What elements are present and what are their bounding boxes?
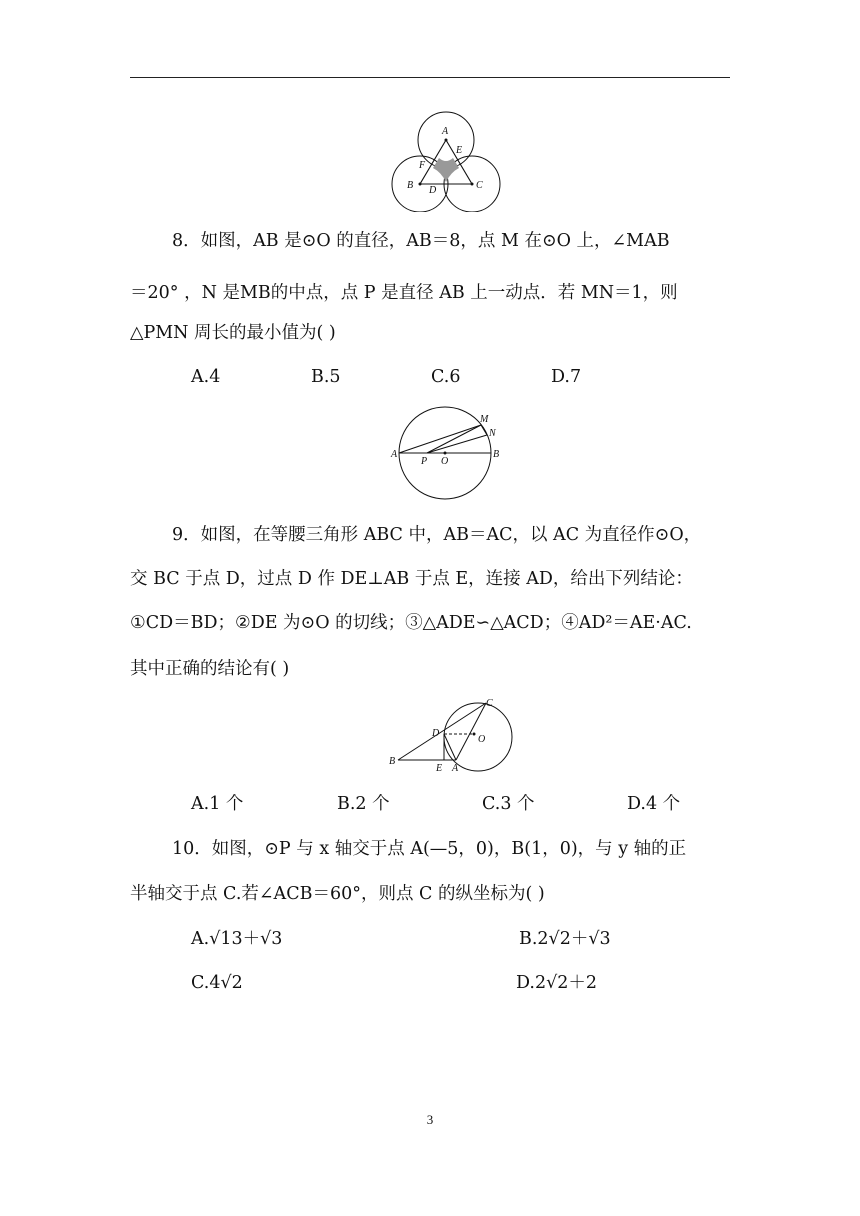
fig1-label-c: C <box>476 180 483 191</box>
q10-line-1: 10．如图，⊙P 与 x 轴交于点 A(—5，0)，B(1，0)，与 y 轴的正 <box>172 839 687 859</box>
q9-option-d: D.4 个 <box>627 794 681 814</box>
fig3-label-a: A <box>452 763 459 774</box>
fig3-label-e: E <box>436 763 443 774</box>
fig2-label-a: A <box>391 449 398 460</box>
figure-triangle-circle <box>386 694 536 780</box>
q9-option-c: C.3 个 <box>482 794 535 814</box>
q10-line-2: 半轴交于点 C.若∠ACB＝60°，则点 C 的纵坐标为( ) <box>130 884 545 904</box>
q10-option-a: A.√13＋√3 <box>191 929 283 949</box>
fig2-label-b: B <box>493 449 500 460</box>
fig2-label-n: N <box>489 428 496 439</box>
q9-option-b: B.2 个 <box>337 794 390 814</box>
q9-line-2: 交 BC 于点 D，过点 D 作 DE⊥AB 于点 E，连接 AD，给出下列结论： <box>130 569 693 589</box>
fig3-label-b: B <box>389 756 396 767</box>
q9-line-3: ①CD＝BD；②DE 为⊙O 的切线；③△ADE∽△ACD；④AD²＝AE·AC. <box>130 613 692 633</box>
fig3-label-c: C <box>486 698 493 709</box>
q8-option-a: A.4 <box>191 367 221 387</box>
fig3-label-d: D <box>432 728 440 739</box>
header-rule <box>130 77 730 78</box>
fig1-label-b: B <box>407 180 414 191</box>
q10-option-c: C.4√2 <box>191 973 243 993</box>
figure-circle-diameter <box>385 402 515 502</box>
fig3-label-o: O <box>478 734 486 745</box>
q8-option-b: B.5 <box>311 367 341 387</box>
page-number: 3 <box>426 1112 434 1127</box>
fig1-label-e: E <box>456 145 463 156</box>
q8-option-d: D.7 <box>551 367 582 387</box>
fig1-label-f: F <box>419 160 426 171</box>
fig2-label-o: O <box>441 456 449 467</box>
fig1-label-d: D <box>429 185 437 196</box>
q9-option-a: A.1 个 <box>191 794 244 814</box>
q8-line-3: △PMN 周长的最小值为( ) <box>130 323 336 343</box>
fig2-label-p: P <box>421 456 428 467</box>
figure-three-circles <box>385 108 505 212</box>
fig1-label-a: A <box>442 126 449 137</box>
q8-line-1: 8．如图，AB 是⊙O 的直径，AB＝8，点 M 在⊙O 上，∠MAB <box>172 231 670 251</box>
q8-option-c: C.6 <box>431 367 461 387</box>
q9-line-4: 其中正确的结论有( ) <box>130 659 290 679</box>
q10-option-b: B.2√2＋√3 <box>519 929 611 949</box>
fig2-label-m: M <box>480 414 489 425</box>
q9-line-1: 9．如图，在等腰三角形 ABC 中，AB＝AC，以 AC 为直径作⊙O， <box>172 525 702 545</box>
q10-option-d: D.2√2＋2 <box>516 973 598 993</box>
q8-line-2: ＝20° ，N 是MB的中点，点 P 是直径 AB 上一动点．若 MN＝1，则 <box>130 283 678 303</box>
